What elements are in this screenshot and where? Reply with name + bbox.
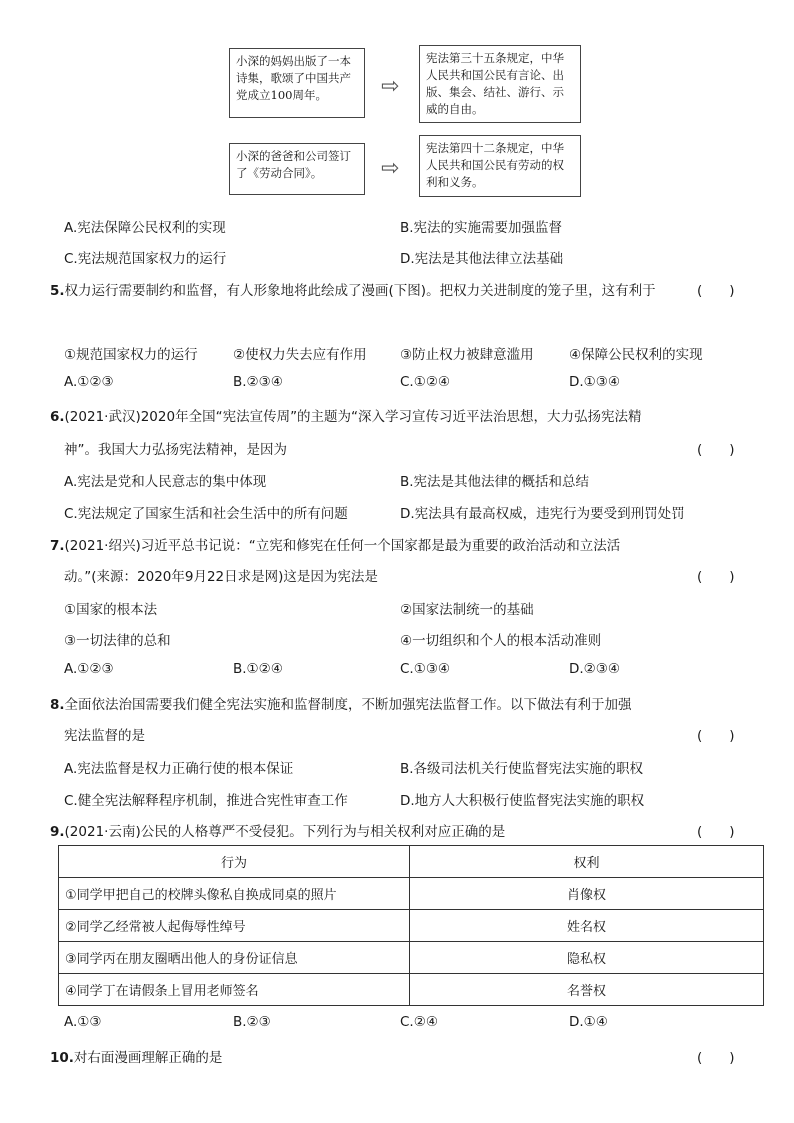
q6-stem-line2: 神”。我国大力弘扬宪法精神，是因为 (64, 442, 287, 458)
question-number: 10. (50, 1050, 74, 1066)
table-header-row (59, 846, 764, 878)
q4-option-d[interactable]: D.宪法是其他法律立法基础 (400, 251, 564, 267)
q6-stem-line1 (50, 405, 642, 425)
answer-parentheses[interactable]: ( ) (697, 1050, 735, 1066)
table-cell-behavior: ③同学丙在朋友圈晒出他人的身份证信息 (59, 942, 410, 974)
q4-option-b[interactable]: B.宪法的实施需要加强监督 (400, 220, 563, 236)
q7-statement-3: ③一切法律的总和 (64, 633, 171, 649)
q7-option-c[interactable]: C.①③④ (400, 661, 451, 677)
table-cell-right: 名誉权 (410, 974, 764, 1006)
q5-statement-1: ①规范国家权力的运行 (64, 347, 198, 363)
table-header-right: 权利 (410, 846, 764, 878)
diagram-box-3: 小深的爸爸和公司签订了《劳动合同》。 (229, 143, 365, 195)
q9-option-c[interactable]: C.②④ (400, 1014, 438, 1030)
q9-option-a[interactable]: A.①③ (64, 1014, 102, 1030)
question-number: 6. (50, 409, 65, 425)
question-number: 8. (50, 697, 65, 713)
question-text: 对右面漫画理解正确的是 (73, 1050, 223, 1066)
q5-stem (50, 279, 656, 299)
q6-option-c[interactable]: C.宪法规定了国家生活和社会生活中的所有问题 (64, 506, 348, 522)
q8-option-d[interactable]: D.地方人大积极行使监督宪法实施的职权 (400, 793, 645, 809)
q5-statement-2: ②使权力失去应有作用 (233, 347, 367, 363)
question-number: 9. (50, 824, 65, 840)
answer-parentheses[interactable]: ( ) (697, 569, 735, 585)
q5-statement-4: ④保障公民权利的实现 (569, 347, 703, 363)
q4-option-a[interactable]: A.宪法保障公民权利的实现 (64, 220, 226, 236)
q8-option-c[interactable]: C.健全宪法解释程序机制，推进合宪性审查工作 (64, 793, 348, 809)
table-cell-right: 姓名权 (410, 910, 764, 942)
table-row (59, 974, 764, 1006)
question-number: 7. (50, 538, 65, 554)
q4-option-c[interactable]: C.宪法规范国家权力的运行 (64, 251, 227, 267)
q7-stem-line1 (50, 534, 620, 554)
answer-parentheses[interactable]: ( ) (697, 442, 735, 458)
diagram-box-4: 宪法第四十二条规定，中华人民共和国公民有劳动的权利和义务。 (419, 135, 581, 197)
answer-parentheses[interactable]: ( ) (697, 283, 735, 299)
question-text: (2021·绍兴)习近平总书记说：“立宪和修宪在任何一个国家都是最为重要的政治活动和立法活 (64, 538, 621, 554)
diagram-box-2: 宪法第三十五条规定，中华人民共和国公民有言论、出版、集会、结社、游行、示威的自由。 (419, 45, 581, 123)
q9-option-d[interactable]: D.①④ (569, 1014, 608, 1030)
diagram-box-1: 小深的妈妈出版了一本诗集，歌颂了中国共产党成立100周年。 (229, 48, 365, 118)
table-header-behavior: 行为 (59, 846, 410, 878)
rights-table (58, 845, 764, 1006)
question-number: 5. (50, 283, 65, 299)
q8-option-b[interactable]: B.各级司法机关行使监督宪法实施的职权 (400, 761, 644, 777)
q5-option-d[interactable]: D.①③④ (569, 374, 620, 390)
q8-stem-line2: 宪法监督的是 (64, 728, 145, 744)
q7-statement-1: ①国家的根本法 (64, 602, 158, 618)
q7-option-a[interactable]: A.①②③ (64, 661, 114, 677)
q5-option-a[interactable]: A.①②③ (64, 374, 114, 390)
q5-option-c[interactable]: C.①②④ (400, 374, 451, 390)
q8-option-a[interactable]: A.宪法监督是权力正确行使的根本保证 (64, 761, 294, 777)
table-cell-behavior: ④同学丁在请假条上冒用老师签名 (59, 974, 410, 1006)
q6-option-a[interactable]: A.宪法是党和人民意志的集中体现 (64, 474, 267, 490)
table-cell-behavior: ②同学乙经常被人起侮辱性绰号 (59, 910, 410, 942)
q7-option-b[interactable]: B.①②④ (233, 661, 283, 677)
q5-option-b[interactable]: B.②③④ (233, 374, 283, 390)
table-cell-right: 隐私权 (410, 942, 764, 974)
question-text: 权力运行需要制约和监督，有人形象地将此绘成了漫画(下图)。把权力关进制度的笼子里，这有利于 (64, 283, 656, 299)
q6-option-d[interactable]: D.宪法具有最高权威，违宪行为要受到刑罚处罚 (400, 506, 685, 522)
q5-statement-3: ③防止权力被肆意滥用 (400, 347, 534, 363)
q9-option-b[interactable]: B.②③ (233, 1014, 271, 1030)
table-cell-behavior: ①同学甲把自己的校牌头像私自换成同桌的照片 (59, 878, 410, 910)
answer-parentheses[interactable]: ( ) (697, 728, 735, 744)
q7-statement-2: ②国家法制统一的基础 (400, 602, 534, 618)
q8-stem-line1 (50, 693, 632, 713)
table-cell-right: 肖像权 (410, 878, 764, 910)
q7-statement-4: ④一切组织和个人的根本活动准则 (400, 633, 602, 649)
q10-stem (50, 1046, 222, 1066)
q9-stem (50, 820, 505, 840)
table-row (59, 878, 764, 910)
arrow-right-icon: ⇨ (381, 74, 400, 99)
table-row (59, 942, 764, 974)
question-text: (2021·武汉)2020年全国“宪法宣传周”的主题为“深入学习宣传习近平法治思想，大力弘扬宪法精 (64, 409, 642, 425)
question-text: 全面依法治国需要我们健全宪法实施和监督制度，不断加强宪法监督工作。以下做法有利于加强 (64, 697, 632, 713)
arrow-right-icon: ⇨ (381, 156, 400, 181)
question-text: (2021·云南)公民的人格尊严不受侵犯。下列行为与相关权利对应正确的是 (64, 824, 506, 840)
table-row (59, 910, 764, 942)
q7-stem-line2: 动。”(来源：2020年9月22日求是网)这是因为宪法是 (64, 569, 378, 585)
q6-option-b[interactable]: B.宪法是其他法律的概括和总结 (400, 474, 590, 490)
q7-option-d[interactable]: D.②③④ (569, 661, 620, 677)
answer-parentheses[interactable]: ( ) (697, 824, 735, 840)
